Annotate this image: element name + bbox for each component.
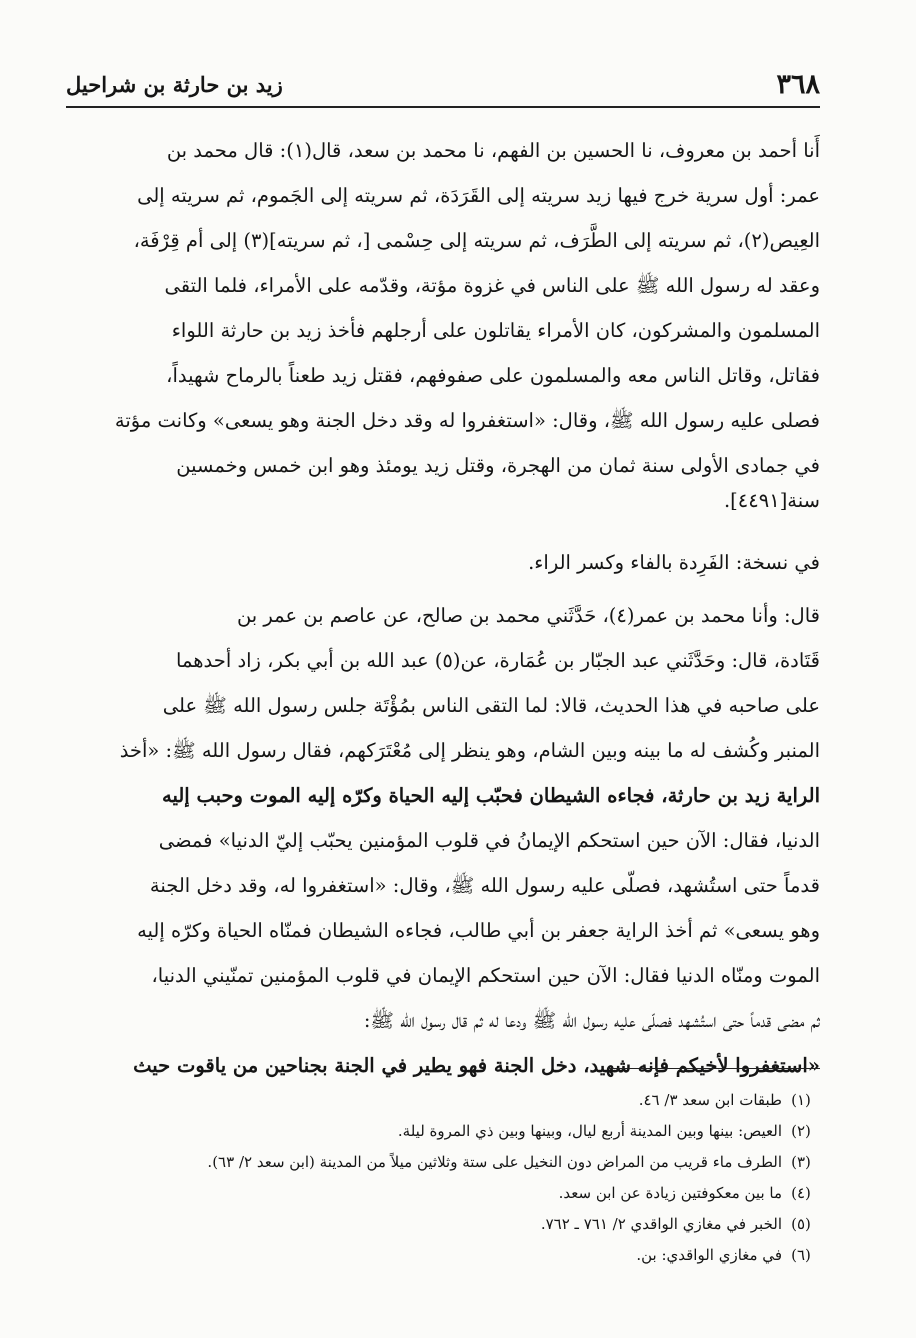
footnote-text: طبقات ابن سعد ٣/ ٤٦. (638, 1091, 782, 1109)
text-line: أَنا أحمد بن معروف، نا الحسين بن الفهم، نا محمد بن سعد، قال(١): قال محمد بن (166, 139, 820, 162)
footnote (66, 1240, 820, 1271)
main-text (66, 128, 820, 1088)
footnote-text: في مغازي الواقدي: بن. (636, 1246, 782, 1264)
footnote-text: الطرف ماء قريب من المراض دون النخيل على ستة وثلاثين ميلاً من المدينة (ابن سعد ٢/ ٦٣). (207, 1153, 782, 1171)
page-header (66, 68, 820, 100)
note-line: في نسخة: الفَرِدة بالفاء وكسر الراء. (528, 551, 820, 574)
page-number: ٣٦٨ (776, 68, 820, 100)
paragraph-2 (66, 593, 820, 1088)
footnote-number: (٦) (791, 1246, 811, 1264)
running-title: زيد بن حارثة بن شراحيل (66, 71, 283, 97)
paragraph-1 (66, 128, 820, 518)
text-line: قدماً حتى استُشهد، فصلّى عليه رسول الله ﷺ، وقال: «استغفروا له، وقد دخل الجنة (149, 874, 820, 897)
footnotes (66, 1085, 820, 1271)
text-line: وعقد له رسول الله ﷺ على الناس في غزوة مؤتة، وقدّمه على الأمراء، فلما التقى (164, 274, 820, 297)
text-line: الدنيا، فقال: الآن حين استحكم الإيمانُ في قلوب المؤمنين يحبّب إليّ الدنيا» فمضى (158, 829, 820, 852)
text-line: في جمادى الأولى سنة ثمان من الهجرة، وقتل زيد يومئذ وهو ابن خمس وخمسين (176, 454, 820, 477)
text-line: المسلمون والمشركون، كان الأمراء يقاتلون على أرجلهم فأخذ زيد بن حارثة اللواء (171, 319, 820, 342)
footnote-number: (٤) (791, 1184, 811, 1202)
text-line: الراية زيد بن حارثة، فجاءه الشيطان فحبّب إليه الحياة وكرّه إليه الموت وحبب إليه (161, 784, 820, 807)
footnote-number: (٥) (791, 1215, 811, 1233)
footnote (66, 1209, 820, 1240)
footnote-text: الخبر في مغازي الواقدي ٢/ ٧٦١ ـ ٧٦٢. (540, 1215, 782, 1233)
footnote-number: (٢) (791, 1122, 811, 1140)
footnote-number: (٣) (791, 1153, 811, 1171)
text-line: الموت ومنّاه الدنيا فقال: الآن حين استحكم الإيمان في قلوب المؤمنين تمنّيني الدنيا، (151, 964, 820, 987)
text-line: ثم مضى قدماً حتى استُشهد فصلّى عليه رسول الله ﷺ ودعا له ثم قال رسول الله ﷺ: (363, 1009, 820, 1032)
text-line: فصلى عليه رسول الله ﷺ، وقال: «استغفروا له وقد دخل الجنة وهو يسعى» وكانت مؤتة (114, 409, 820, 432)
text-line: عمر: أول سرية خرج فيها زيد سريته إلى القَرَدَة، ثم سريته إلى الجَموم، ثم سريته إلى (137, 184, 820, 207)
text-line: وهو يسعى» ثم أخذ الراية جعفر بن أبي طالب، فجاءه الشيطان فمنّاه الحياة وكرّه إليه (137, 919, 820, 942)
text-line: على صاحبه في هذا الحديث، قالا: لما التقى الناس بمُؤْتَة جلس رسول الله ﷺ على (162, 694, 820, 717)
text-line: المنبر وكُشف له ما بينه وبين الشام، وهو ينظر إلى مُعْتَرَكهم، فقال رسول الله ﷺ: «أخذ (119, 739, 820, 762)
footnote (66, 1085, 820, 1116)
footnote-rule (608, 1068, 820, 1069)
footnote-text: العيص: بينها وبين المدينة أربع ليال، وبينها وبين ذي المروة ليلة. (397, 1122, 782, 1140)
text-line: العِيص(٢)، ثم سريته إلى الطَّرَف، ثم سريته إلى حِسْمى [، ثم سريته](٣) إلى أم قِرْفَة، (133, 229, 820, 252)
header-rule (66, 106, 820, 108)
footnote (66, 1178, 820, 1209)
footnote (66, 1116, 820, 1147)
footnote (66, 1147, 820, 1178)
text-line: قَتَادة، قال: وحَدَّثَني عبد الجبّار بن عُمَارة، عن(٥) عبد الله بن أبي بكر، زاد أحدهما (176, 649, 820, 672)
text-line: «استغفروا لأخيكم فإنه شهيد، دخل الجنة فهو يطير في الجنة بجناحين من ياقوت حيث (133, 1054, 820, 1077)
text-line: سنة[٤٤٩١]. (723, 489, 820, 512)
text-line: فقاتل، وقاتل الناس معه والمسلمون على صفوفهم، فقتل زيد طعناً بالرماح شهيداً، (166, 364, 820, 387)
text-line: قال: وأنا محمد بن عمر(٤)، حَدَّثَني محمد بن صالح، عن عاصم بن عمر بن (236, 604, 820, 627)
footnote-number: (١) (791, 1091, 811, 1109)
footnote-text: ما بين معكوفتين زيادة عن ابن سعد. (558, 1184, 782, 1202)
